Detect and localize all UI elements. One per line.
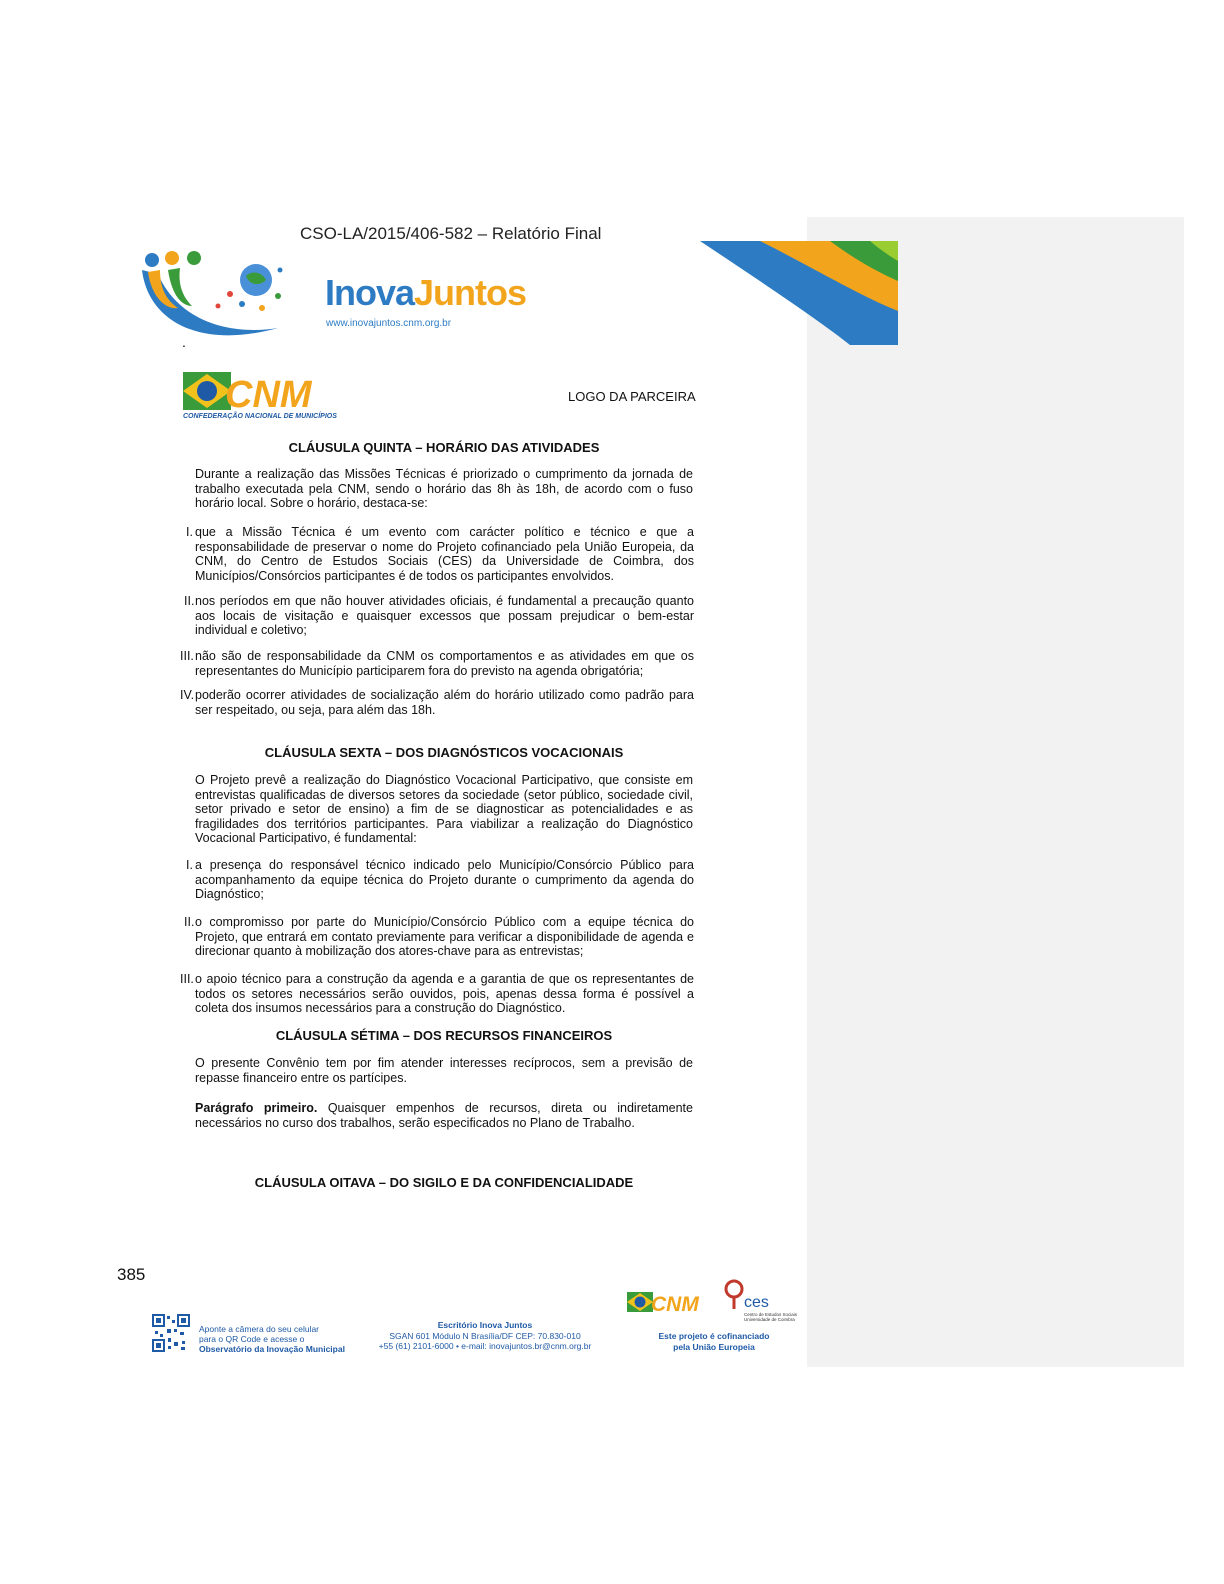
clausula-quinta-title: CLÁUSULA QUINTA – HORÁRIO DAS ATIVIDADES [288,440,600,455]
inovajuntos-emblem-icon [138,250,286,344]
clausula-setima-title: CLÁUSULA SÉTIMA – DOS RECURSOS FINANCEIROS [275,1028,613,1043]
ces-caption-1: Centro de Estudos Sociais [744,1312,798,1317]
eu-cofinancing-note: Este projeto é cofinanciado pela União Europeia [658,1331,770,1352]
clausula-setima-paragrafo-primeiro [195,1101,693,1130]
inovajuntos-url: www.inovajuntos.cnm.org.br [326,318,452,329]
clausula-quinta-item-2: II. nos períodos em que não houver atividades oficiais, é fundamental a precaução quanto aos locais de visitação e quaisquer excessos que possam prejudicar o bem-estar individual e coletivo; [184,594,694,637]
clausula-sexta-intro: O Projeto prevê a realização do Diagnóstico Vocacional Participativo, que consiste em entrevistas qualificadas de diversos setores da sociedade (setor público, sociedade civil, setor privado e setor de ensino) a fim de se diagnosticar as potencialidades e as fragilidades dos territórios participantes. Para viabilizar a realização do Diagnóstico Vocacional Participativo, é fundamental: [195,773,693,845]
decorative-swoosh-corner [700,241,898,345]
stray-dot: . [182,334,186,350]
footer-cnm-logo [627,1286,709,1322]
clausula-sexta-item-1: I. a presença do responsável técnico indicado pelo Município/Consórcio Público para acompanhamento da equipe técnica do Projeto durante o cumprimento da agenda do Diagnóstico; [186,858,694,901]
paragrafo-label: Parágrafo primeiro. [195,1101,318,1115]
clausula-oitava-title: CLÁUSULA OITAVA – DO SIGILO E DA CONFIDENCIALIDADE [254,1175,634,1190]
clausula-sexta-item-2: II. o compromisso por parte do Município/Consórcio Público com a equipe técnica do Projeto, que entrará em contato previamente para verificar a disponibilidade de agenda e direcionar quanto à mobilização dos atores-chave para as entrevistas; [184,915,694,958]
inovajuntos-wordmark: InovaJuntos [325,272,527,313]
office-address: Escritório Inova Juntos SGAN 601 Módulo N Brasília/DF CEP: 70.830-010 +55 (61) 2101-6000 • e-mail: inovajuntos.br@cnm.org.br [378,1320,592,1351]
clausula-quinta-item-4: IV. poderão ocorrer atividades de socialização além do horário utilizado como padrão para ser respeitado, ou seja, para além das 18h. [180,688,694,717]
ces-caption-2: Universidade de Coimbra [744,1317,795,1322]
qr-code-icon [152,1314,190,1352]
cnm-logo-text: CNM [225,374,312,416]
partner-logo-placeholder: LOGO DA PARCEIRA [568,389,696,404]
ces-text: ces [744,1294,769,1311]
page-number: 385 [117,1265,146,1284]
cut-off-report-header: CSO-LA/2015/406-582 – Relatório Final [300,224,602,240]
clausula-setima-intro: O presente Convênio tem por fim atender interesses recíprocos, sem a previsão de repasse financeiro entre os partícipes. [195,1056,693,1085]
footer-cnm-text: CNM [651,1293,699,1316]
cnm-caption: CONFEDERAÇÃO NACIONAL DE MUNICÍPIOS [183,413,337,420]
clausula-quinta-item-3: III. não são de responsabilidade da CNM os comportamentos e as atividades em que os representantes do Município participarem fora do previsto na agenda obrigatória; [180,649,694,678]
clausula-sexta-item-3: III. o apoio técnico para a construção da agenda e a garantia de que os representantes de todos os setores necessários serão ouvidos, pois, apenas dessa forma é possível a coleta dos insumos necessários para a construção do Diagnóstico. [180,972,694,1015]
clausula-quinta-item-1: I. que a Missão Técnica é um evento com carácter político e técnico e que a responsabilidade de preservar o nome do Projeto cofinanciado pela União Europeia, da CNM, do Centro de Estudos Sociais (CES) da Universidade de Coimbra, dos Municípios/Consórcios participantes é de todos os participantes envolvidos. [186,525,694,583]
qr-instructions: Aponte a câmera do seu celular para o QR Code e acesse o Observatório da Inovação Municipal [199,1324,345,1354]
ces-logo [722,1277,802,1323]
clausula-sexta-title: CLÁUSULA SEXTA – DOS DIAGNÓSTICOS VOCACIONAIS [264,745,624,760]
paragrafo-text: Quaisquer empenhos de recursos, direta ou indiretamente necessários no curso dos trabalhos, serão especificados no Plano de Trabalho. [195,1101,693,1130]
right-gray-panel [807,217,1184,1367]
clausula-quinta-intro: Durante a realização das Missões Técnicas é priorizado o cumprimento da jornada de trabalho executada pela CNM, sendo o horário das 8h às 18h, de acordo com o fuso horário local. Sobre o horário, destaca-se: [195,467,693,510]
